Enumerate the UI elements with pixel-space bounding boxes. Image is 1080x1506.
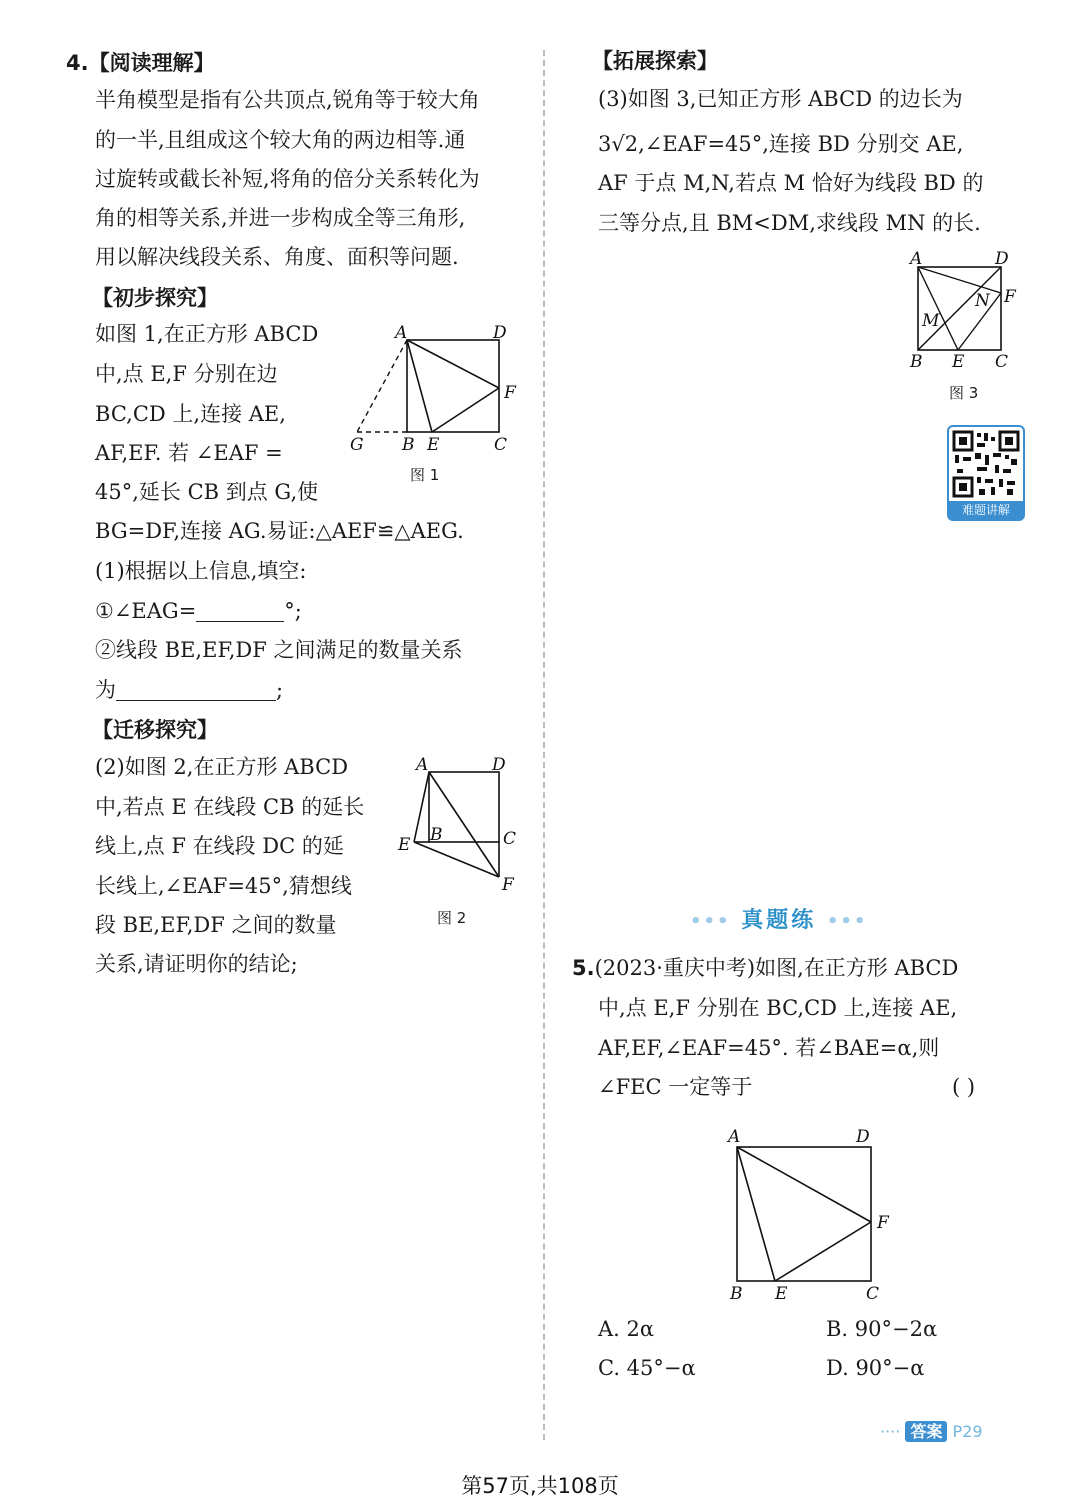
qr-label: 难题讲解: [949, 501, 1023, 519]
figure-2: [392, 752, 527, 906]
intro-line: 过旋转或截长补短,将角的倍分关系转化为: [95, 167, 480, 191]
question-1b-prefix: 为: [95, 678, 116, 702]
intro-line: 用以解决线段关系、角度、面积等问题.: [95, 245, 459, 269]
vertex-label: E: [775, 1284, 788, 1304]
figure-1: [340, 318, 530, 462]
paragraph-line: 如图 1,在正方形 ABCD: [95, 322, 319, 346]
vertex-label: G: [350, 435, 364, 455]
vertex-label: C: [494, 435, 508, 455]
paragraph-line: 三等分点,且 BM<DM,求线段 MN 的长.: [598, 211, 981, 235]
question-1: (1)根据以上信息,填空:: [95, 559, 307, 583]
vertex-label: D: [493, 323, 507, 343]
paragraph-line: ∠FEC 一定等于: [598, 1075, 753, 1099]
qr-pattern-icon: [951, 429, 1021, 499]
vertex-label: A: [728, 1127, 741, 1147]
paragraph-line: BC,CD 上,连接 AE,: [95, 402, 286, 426]
section-title: 【迁移探究】: [92, 717, 218, 742]
paragraph-line: AF 于点 M,N,若点 M 恰好为线段 BD 的: [598, 171, 984, 195]
qr-code[interactable]: [947, 425, 1025, 521]
paragraph-line: 关系,请证明你的结论;: [95, 952, 298, 976]
answer-parentheses[interactable]: ( ): [952, 1075, 976, 1099]
paragraph-line: 段 BE,EF,DF 之间的数量: [95, 913, 337, 937]
vertex-label: F: [877, 1213, 889, 1233]
vertex-label: C: [995, 352, 1009, 372]
paragraph-line: 3√2,∠EAF=45°,连接 BD 分别交 AE,: [598, 132, 964, 156]
question-1a: [95, 601, 302, 622]
answer-blank[interactable]: [116, 700, 276, 701]
vertex-label: F: [1004, 287, 1016, 307]
section-title: 【初步探究】: [92, 285, 218, 310]
paragraph-line: AF,EF,∠EAF=45°. 若∠BAE=α,则: [598, 1036, 940, 1060]
paragraph-line: 线上,点 F 在线段 DC 的延: [95, 834, 344, 858]
page-footer: 第57页,共108页: [461, 1474, 619, 1498]
vertex-label: B: [402, 435, 415, 455]
figure-5: [720, 1125, 900, 1309]
answer-blank[interactable]: [196, 621, 284, 622]
paragraph-line: (3)如图 3,已知正方形 ABCD 的边长为: [598, 87, 963, 111]
question-5-text: (2023·重庆中考)如图,在正方形 ABCD: [594, 956, 959, 980]
vertex-label: F: [502, 875, 514, 895]
option-d[interactable]: D. 90°−α: [826, 1356, 925, 1380]
question-4-header: [66, 52, 215, 74]
vertex-label: C: [503, 829, 517, 849]
section-title: 【阅读理解】: [88, 50, 215, 75]
paragraph-line: BG=DF,连接 AG.易证:△AEF≌△AEG.: [95, 519, 464, 543]
dots-decoration-icon: •••: [690, 911, 731, 932]
vertex-label: F: [504, 383, 516, 403]
paragraph-line: AF,EF. 若 ∠EAF =: [95, 441, 283, 465]
dots-decoration-icon: ····: [880, 1422, 901, 1441]
vertex-label: M: [922, 311, 940, 331]
option-c[interactable]: C. 45°−α: [598, 1356, 696, 1380]
figure-2-caption: 图 2: [437, 909, 467, 927]
vertex-label: B: [430, 825, 443, 845]
figure-3: [900, 246, 1030, 380]
intro-line: 半角模型是指有公共顶点,锐角等于较大角: [95, 88, 480, 112]
vertex-label: B: [730, 1284, 743, 1304]
answer-page: P29: [952, 1422, 983, 1441]
question-number: 5.: [572, 956, 595, 980]
figure-1-caption: 图 1: [410, 466, 440, 484]
vertex-label: D: [995, 249, 1009, 269]
figure-5-diagram: [720, 1125, 900, 1305]
paragraph-line: 长线上,∠EAF=45°,猜想线: [95, 874, 352, 898]
dots-decoration-icon: •••: [826, 911, 868, 932]
intro-line: 的一半,且组成这个较大角的两边相等.通: [95, 128, 466, 152]
question-1b: ②线段 BE,EF,DF 之间满足的数量关系: [95, 638, 463, 662]
vertex-label: D: [492, 755, 506, 775]
question-1a-text: ①∠EAG=: [95, 599, 197, 623]
section-banner: [690, 903, 867, 934]
vertex-label: N: [975, 291, 990, 311]
vertex-label: E: [398, 835, 411, 855]
vertex-label: E: [952, 352, 965, 372]
figure-1-diagram: [340, 318, 530, 458]
paragraph-line: 中,点 E,F 分别在边: [95, 362, 278, 386]
paragraph-line: 中,若点 E 在线段 CB 的延长: [95, 795, 365, 819]
vertex-label: A: [416, 755, 429, 775]
question-1b-suffix: ;: [276, 678, 284, 702]
option-a[interactable]: A. 2α: [598, 1317, 655, 1341]
figure-2-diagram: [392, 752, 527, 902]
banner-title: 真题练: [741, 908, 817, 933]
figure-3-caption: 图 3: [949, 384, 979, 402]
vertex-label: A: [910, 249, 923, 269]
column-divider: [543, 50, 545, 1440]
paragraph-line: 中,点 E,F 分别在 BC,CD 上,连接 AE,: [598, 996, 958, 1020]
answer-badge: 答案: [905, 1421, 947, 1442]
vertex-label: C: [866, 1284, 880, 1304]
intro-line: 角的相等关系,并进一步构成全等三角形,: [95, 206, 466, 230]
question-1b-answer: [95, 680, 283, 701]
vertex-label: D: [856, 1127, 870, 1147]
vertex-label: B: [910, 352, 923, 372]
section-title: 【拓展探索】: [592, 48, 718, 73]
paragraph-line: (2)如图 2,在正方形 ABCD: [95, 755, 349, 779]
paragraph-line: 45°,延长 CB 到点 G,使: [95, 480, 319, 504]
vertex-label: A: [395, 323, 408, 343]
question-number: 4.: [66, 51, 89, 75]
question-5-line: [572, 958, 958, 979]
vertex-label: E: [427, 435, 440, 455]
answer-reference[interactable]: [880, 1419, 983, 1442]
figure-3-diagram: [900, 246, 1030, 376]
question-1a-suffix: °;: [284, 599, 302, 623]
option-b[interactable]: B. 90°−2α: [826, 1317, 938, 1341]
